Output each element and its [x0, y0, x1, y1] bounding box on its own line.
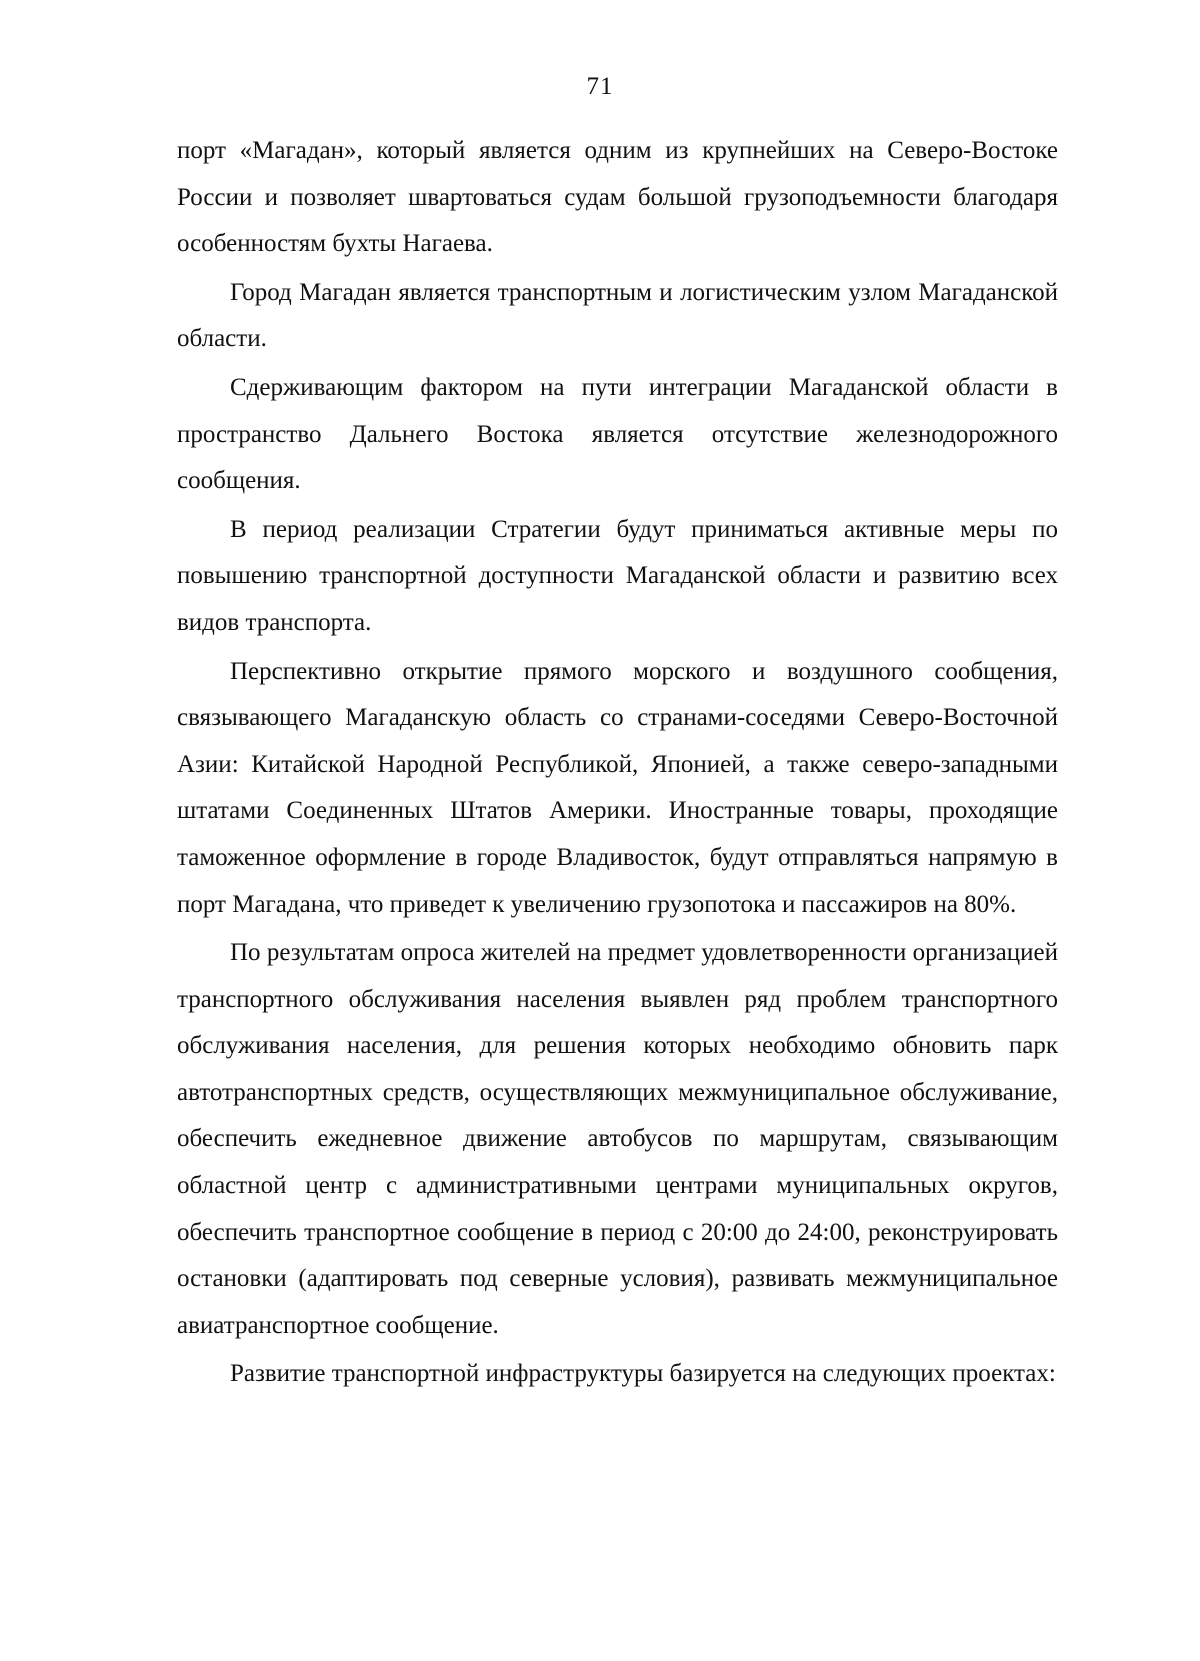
paragraph-sea-air-connection: Перспективно открытие прямого морского и воздушного сообщения, связывающего Магаданскую область со странами-соседями Северо-Восточной Азии: Китайской Народной Республикой, Японией, а также северо-западными штатами Соединенных Штатов Америки. Иностранные товары, проходящие таможенное оформление в городе Владивосток, будут отправляться напрямую в порт Магадана, что приведет к увеличению грузопотока и пассажиров на 80%.	[177, 657, 1058, 918]
paragraph-strategy-measures: В период реализации Стратегии будут приниматься активные меры по повышению транспортной доступности Магаданской области и развитию всех видов транспорта.	[177, 515, 1058, 636]
paragraph-transport-hub: Город Магадан является транспортным и логистическим узлом Магаданской области.	[177, 278, 1058, 353]
document-body	[177, 128, 1058, 1398]
paragraph-infrastructure-projects: Развитие транспортной инфраструктуры базируется на следующих проектах:	[230, 1360, 1056, 1388]
paragraph-port-magadan: порт «Магадан», который является одним из крупнейших на Северо-Востоке России и позволяет швартоваться судам большой грузоподъемности благодаря особенностям бухты Нагаева.	[177, 137, 1058, 258]
paragraph-railway-absence: Сдерживающим фактором на пути интеграции Магаданской области в пространство Дальнего Востока является отсутствие железнодорожного сообщения.	[177, 373, 1058, 495]
page-number: 71	[586, 73, 614, 100]
paragraph-survey-results: По результатам опроса жителей на предмет удовлетворенности организацией транспортного обслуживания населения выявлен ряд проблем транспортного обслуживания населения, для решения которых необходимо обновить парк автотранспортных средств, осуществляющих межмуниципальное обслуживание, обеспечить ежедневное движение автобусов по маршрутам, связывающим областной центр с административными центрами муниципальных округов, обеспечить транспортное сообщение в период с 20:00 до 24:00, реконструировать остановки (адаптировать под северные условия), развивать межмуниципальное авиатранспортное сообщение.	[177, 939, 1058, 1339]
